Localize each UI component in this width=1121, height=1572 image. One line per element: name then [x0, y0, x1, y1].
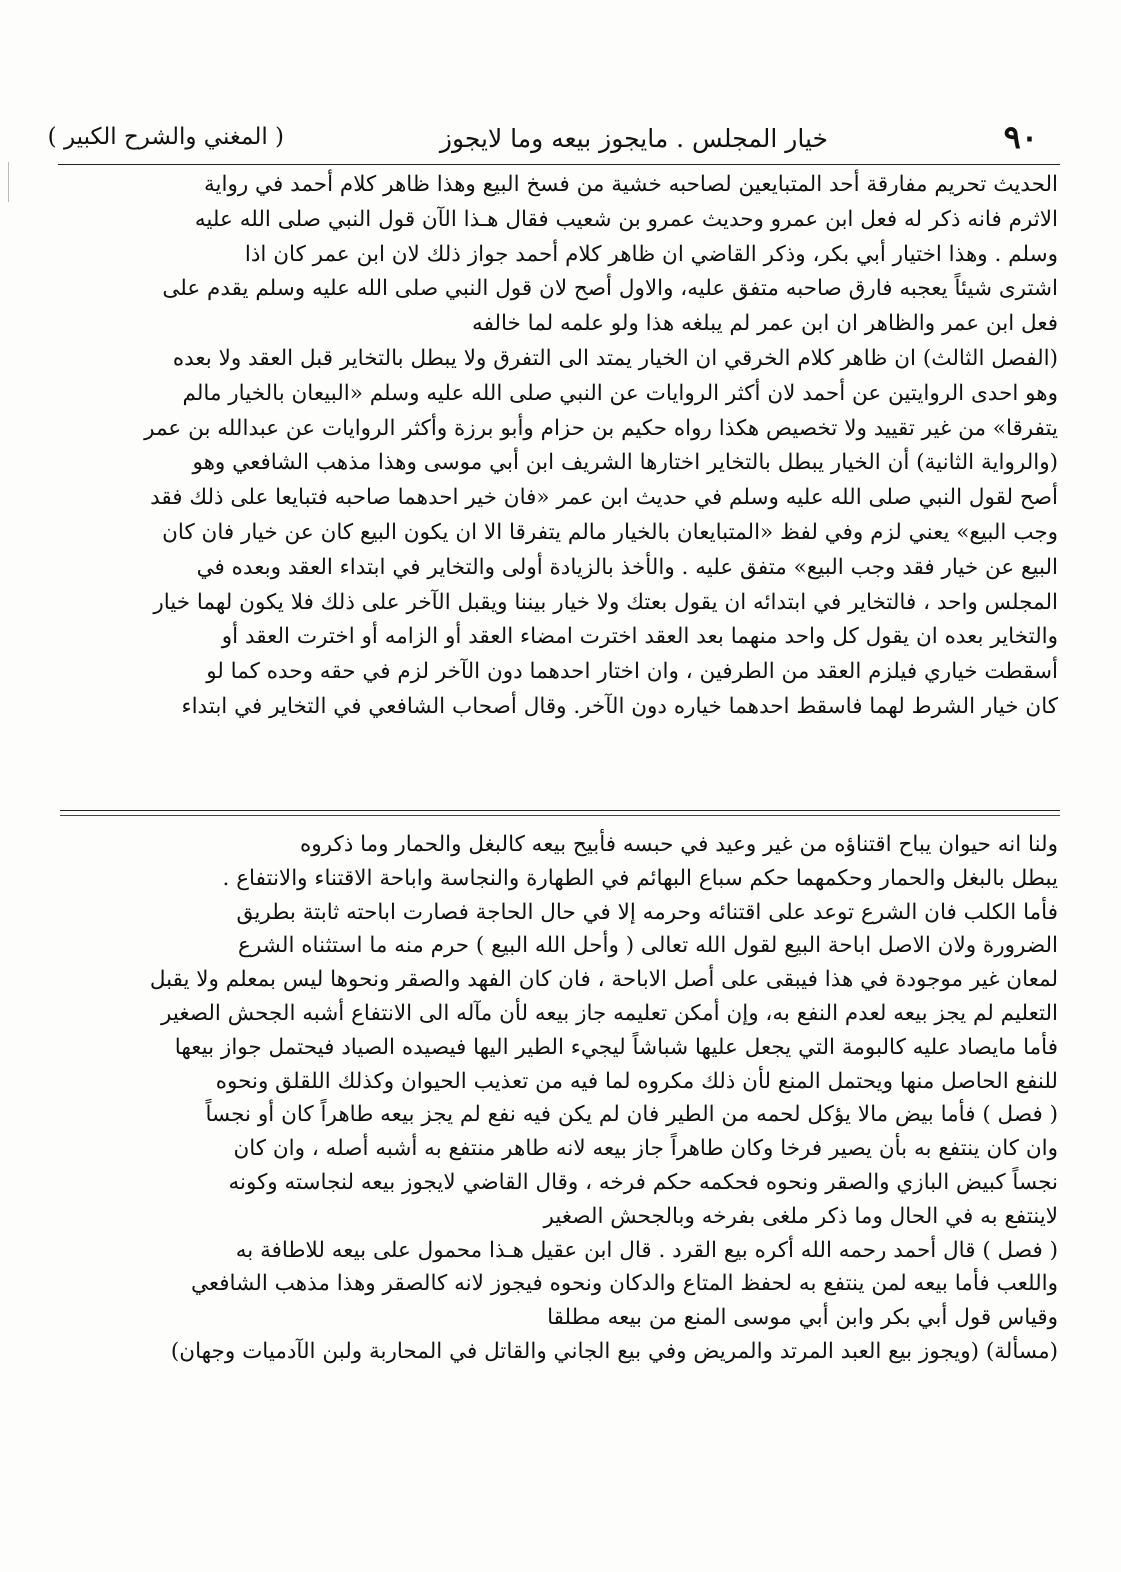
commentary-text-block [62, 168, 1058, 725]
text-line: ( فصل ) فأما بيض مالا يؤكل لحمه من الطير فان لم يكن فيه نفع لم يجز بيعه طاهراً كان أو نجساً [205, 1102, 1058, 1128]
chapter-title: خيار المجلس . مايجوز بيعه وما لايجوز [439, 124, 828, 153]
text-line: لاينتفع به في الحال وما ذكر ملغى بفرخه وبالجحش الصغير [543, 1203, 1058, 1229]
text-line: نجساً كبيض البازي والصقر ونحوه فحكمه حكم فرخه ، وقال القاضي لايجوز بيعه لنجاسته وكونه [228, 1169, 1058, 1195]
main-text-block [62, 828, 1058, 1369]
text-line: (والرواية الثانية) أن الخيار يبطل بالتخاير اختارها الشريف ابن أبي موسى وهذا مذهب الشافعي وهو [192, 450, 1058, 476]
text-line: المجلس واحد ، فالتخاير في ابتدائه ان يقول بعتك ولا خيار بيننا ويقبل الآخر على ذلك فلا يكون لهما خيار [153, 589, 1058, 615]
text-line: وقياس قول أبي بكر وابن أبي موسى المنع من بيعه مطلقا [547, 1305, 1058, 1331]
book-title: ( المغني والشرح الكبير ) [47, 124, 284, 150]
text-line: (مسألة) (ويجوز بيع العبد المرتد والمريض وفي بيع الجاني والقاتل في المحاربة ولبن الآدميات وجهان) [170, 1338, 1058, 1364]
text-line: أسقطت خياري فيلزم العقد من الطرفين ، وان اختار احدهما دون الآخر لزم في حقه وحده كما لو [206, 659, 1058, 685]
text-line: التعليم لم يجز بيعه لعدم النفع به، وإن أمكن تعليمه جاز بيعه لأن مآله الى الانتفاع أشبه الجحش الصغير [161, 1000, 1058, 1026]
text-line: وهو احدى الروايتين عن أحمد لان أكثر الروايات عن النبي صلى الله عليه وسلم «البيعان بالخيار مالم [182, 380, 1058, 406]
text-line: وسلم . وهذا اختيار أبي بكر، وذكر القاضي ان ظاهر كلام أحمد جواز ذلك لان ابن عمر كان اذا [244, 241, 1058, 267]
text-line: يبطل بالبغل والحمار وحكمهما حكم سباع البهائم في الطهارة والنجاسة واباحة الاقتناء والانتفاع . [222, 865, 1058, 891]
text-line: يتفرقا» من غير تقييد ولا تخصيص هكذا رواه حكيم بن حزام وأبو برزة وأكثر الروايات عن عبدالله بن عمر [144, 415, 1058, 441]
text-line: وجب البيع» يعني لزم وفي لفظ «المتبايعان بالخيار مالم يتفرقا الا ان يكون البيع كان عن خيار فان كان [162, 519, 1058, 545]
header-rule [58, 164, 1060, 165]
section-divider [60, 810, 1060, 811]
text-line: وان كان ينتفع به بأن يصير فرخا وكان طاهراً جاز بيعه لانه طاهر منتفع به أشبه أصله ، وان كان [233, 1136, 1058, 1162]
text-line: الحديث تحريم مفارقة أحد المتبايعين لصاحبه خشية من فسخ البيع وهذا ظاهر كلام أحمد في رواية [203, 172, 1058, 197]
text-line: ولنا انه حيوان يباح اقتناؤه من غير وعيد في حبسه فأبيح بيعه كالبغل والحمار وما ذكروه [299, 832, 1058, 857]
text-line: كان خيار الشرط لهما فاسقط احدهما خياره دون الآخر. وقال أصحاب الشافعي في التخاير في ابتداء [181, 693, 1058, 719]
margin-mark [8, 162, 9, 202]
text-line: البيع عن خيار فقد وجب البيع» متفق عليه . والأخذ بالزيادة أولى والتخاير في ابتداء العقد وبعده في [196, 554, 1058, 580]
text-line: (الفصل الثالث) ان ظاهر كلام الخرقي ان الخيار يمتد الى التفرق ولا يبطل بالتخاير قبل العقد ولا بعده [172, 345, 1058, 371]
page-number: ٩٠ [1003, 118, 1038, 156]
text-line: أصح لقول النبي صلى الله عليه وسلم في حديث ابن عمر «فان خير احدهما صاحبه فتبايعا على ذلك فقد [150, 485, 1058, 511]
text-line: الضرورة ولان الاصل اباحة البيع لقول الله تعالى ( وأحل الله البيع ) حرم منه ما استثناه الشرع [238, 933, 1058, 959]
text-line: فأما مايصاد عليه كالبومة التي يجعل عليها شباشاً ليجيء الطير اليها فيصيده الصياد فيحتمل جواز بيعها [174, 1034, 1058, 1060]
text-line: ( فصل ) قال أحمد رحمه الله أكره بيع القرد . قال ابن عقيل هـذا محمول على بيعه للاطافة به [235, 1237, 1058, 1263]
text-line: الاثرم فانه ذكر له فعل ابن عمرو وحديث عمرو بن شعيب فقال هـذا الآن قول النبي صلى الله عليه [194, 206, 1058, 232]
text-line: اشترى شيئاً يعجبه فارق صاحبه متفق عليه، والاول أصح لان قول النبي صلى الله عليه وسلم يقدم على [162, 276, 1058, 302]
text-line: والتخاير بعده ان يقول كل واحد منهما بعد العقد اخترت امضاء العقد أو الزامه أو اخترت العقد أو [221, 624, 1058, 650]
text-line: فعل ابن عمر والظاهر ان ابن عمر لم يبلغه هذا ولو علمه لما خالفه [472, 311, 1058, 337]
text-line: للنفع الحاصل منها ويحتمل المنع لأن ذلك مكروه لما فيه من تعذيب الحيوان وكذلك اللقلق ونحوه [215, 1068, 1058, 1094]
text-line: لمعان غير موجودة في هذا فيبقى على أصل الاباحة ، فان كان الفهد والصقر ونحوها ليس بمعلم ولا يقبل [149, 967, 1058, 993]
running-header [47, 118, 1060, 162]
section-divider-thin [60, 815, 1060, 816]
text-line: فأما الكلب فان الشرع توعد على اقتنائه وحرمه إلا في حال الحاجة فصارت اباحته ثابتة بطريق [236, 899, 1058, 925]
text-line: واللعب فأما بيعه لمن ينتفع به لحفظ المتاع والدكان ونحوه فيجوز لانه كالصقر وهذا مذهب الشافعي [190, 1271, 1058, 1297]
